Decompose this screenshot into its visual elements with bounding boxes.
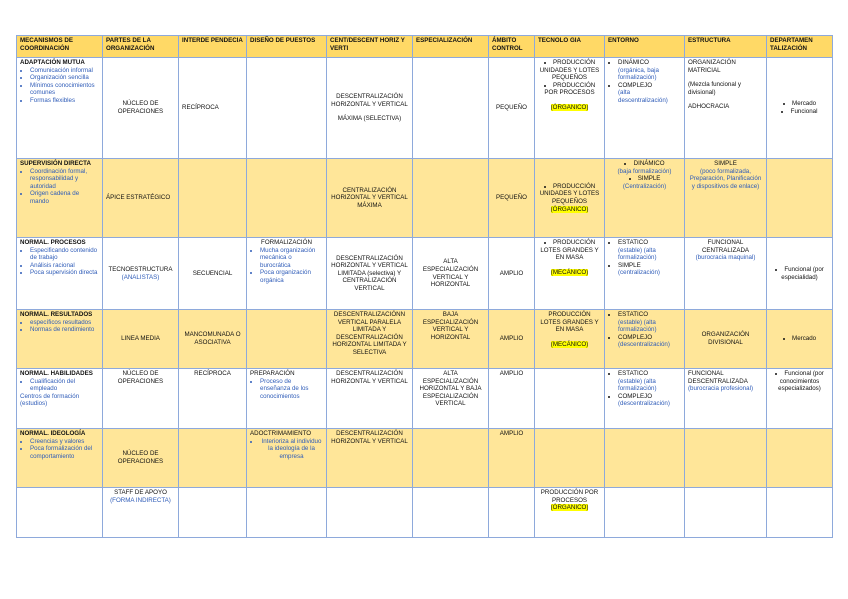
estructura-note: (burocracia maquinal) bbox=[695, 254, 756, 262]
entorno-value: ESTATICO bbox=[618, 370, 649, 377]
centralizacion-text: DESCENTRALIZACIÓN HORIZONTAL Y VERTICAL bbox=[331, 430, 408, 445]
interdependencia-text: RECÍPROCA bbox=[182, 104, 219, 112]
table-row bbox=[17, 238, 833, 310]
list-item: • Análisis racional bbox=[30, 262, 99, 270]
entorno-note: (Centralización) bbox=[622, 182, 667, 190]
tecnologia-tag: (MECÁNICO) bbox=[550, 268, 589, 276]
partes-note: (FORMA INDIRECTA) bbox=[110, 496, 171, 504]
list-item: • Coordinación formal, responsabilidad y autoridad bbox=[30, 168, 99, 191]
interdependencia-text: MANCOMUNADA O ASOCIATIVA bbox=[184, 331, 241, 346]
tecnologia-tag: (ÓRGANICO) bbox=[550, 103, 589, 111]
estructura-cell bbox=[685, 310, 767, 369]
especializacion-text: ALTA ESPECIALIZACIÓN HORIZONTAL Y BAJA ESPECIALIZACIÓN VERTICAL bbox=[419, 370, 482, 408]
interdependencia-text: SECUENCIAL bbox=[192, 269, 233, 277]
interdependencia-cell bbox=[179, 238, 247, 310]
list-item: • Proceso de enseñanza de los conocimientos bbox=[260, 378, 323, 401]
mecanismo-note: Centros de formación (estudios) bbox=[20, 392, 80, 408]
tecnologia-tag: (MECÁNICO) bbox=[550, 340, 589, 348]
table-row bbox=[17, 310, 833, 369]
departamentalizacion-cell bbox=[767, 369, 833, 429]
departamentalizacion-cell bbox=[767, 488, 833, 538]
list-item: • PRODUCCIÓN LOTES GRANDES Y EN MASA bbox=[538, 239, 601, 262]
entorno-note: (orgánica, baja formalización) bbox=[618, 66, 659, 82]
centralizacion-note: MÁXIMA (SELECTIVA) bbox=[337, 115, 402, 123]
mecanismo-title: NORMAL. HABILIDADES bbox=[20, 370, 93, 377]
partes-text: LINEA MEDIA bbox=[121, 335, 160, 343]
mecanismo-cell bbox=[17, 369, 103, 429]
entorno-value: DINÁMICO bbox=[618, 59, 649, 66]
estructura-text: ORGANIZACIÓN MATRICIAL bbox=[688, 59, 736, 74]
diseno-cell bbox=[247, 238, 327, 310]
estructura-note: (burocracia profesional) bbox=[688, 385, 753, 393]
entorno-note: (centralización) bbox=[618, 269, 660, 277]
partes-text: ÁPICE ESTRATÉGICO bbox=[106, 194, 171, 202]
list-item: • Comunicación informal bbox=[30, 67, 99, 75]
centralizacion-text: DESCENTRALIZACIÓNN VERTICAL PARALELA LIMITADA Y DESCENTRALIZACIÓN HORIZONTAL LIMITADA Y SELECTIVA bbox=[332, 311, 407, 356]
partes-text: NÚCLEO DE OPERACIONES bbox=[117, 450, 164, 465]
mecanismo-title: SUPERVISIÓN DIRECTA bbox=[20, 160, 91, 167]
list-item: • Normas de rendimiento bbox=[30, 326, 99, 334]
entorno-note: (baja formalización) bbox=[617, 167, 672, 175]
list-item: • Poca organización orgánica bbox=[260, 269, 323, 284]
partes-cell bbox=[103, 58, 179, 159]
departamentalizacion-cell bbox=[767, 238, 833, 310]
list-item: • específicos resultados bbox=[30, 319, 99, 327]
list-item: • Especificando contenido de trabajo bbox=[30, 247, 99, 262]
diseno-title: PREPARACIÓN bbox=[250, 370, 295, 377]
entorno-value: COMPLEJO bbox=[618, 81, 653, 89]
entorno-cell bbox=[605, 429, 685, 488]
list-item: • Mercado bbox=[770, 335, 829, 343]
partes-cell bbox=[103, 429, 179, 488]
centralizacion-cell bbox=[327, 58, 413, 159]
especializacion-cell bbox=[413, 238, 489, 310]
centralizacion-cell bbox=[327, 310, 413, 369]
interdependencia-cell bbox=[179, 488, 247, 538]
estructura-note: (poco formalizada, Preparación, Planificación y dispositivos de enlace) bbox=[689, 167, 762, 190]
ambito-cell bbox=[489, 310, 535, 369]
estructura-cell bbox=[685, 58, 767, 159]
entorno-cell bbox=[605, 58, 685, 159]
list-item: • PRODUCCIÓN UNIDADES Y LOTES PEQUEÑOS bbox=[538, 59, 601, 82]
entorno-note: (descentralización) bbox=[618, 341, 670, 349]
entorno-value: COMPLEJO bbox=[618, 392, 653, 400]
estructura-cell bbox=[685, 429, 767, 488]
tecnologia-cell bbox=[535, 429, 605, 488]
list-item: • Mucha organización mecánica o burocrática bbox=[260, 247, 323, 270]
ambito-text: AMPLIO bbox=[499, 370, 524, 377]
especializacion-cell bbox=[413, 488, 489, 538]
centralizacion-cell bbox=[327, 369, 413, 429]
partes-text: NÚCLEO DE OPERACIONES bbox=[117, 100, 164, 115]
header-row bbox=[17, 36, 833, 58]
header-ambito: ÁMBITO CONTROL bbox=[489, 36, 535, 58]
list-item: • Creencias y valores bbox=[30, 438, 99, 446]
entorno-value: ESTATICO bbox=[618, 311, 649, 318]
diseno-title: ADOCTRIMAMIENTO bbox=[250, 430, 312, 437]
partes-text: NÚCLEO DE OPERACIONES bbox=[117, 370, 164, 385]
centralizacion-cell bbox=[327, 159, 413, 238]
entorno-cell bbox=[605, 159, 685, 238]
estructura-text: FUNCIONAL CENTRALIZADA bbox=[701, 239, 750, 254]
mecanismo-cell bbox=[17, 159, 103, 238]
especializacion-cell bbox=[413, 369, 489, 429]
tecnologia-cell bbox=[535, 488, 605, 538]
list-item: • Origen cadena de mando bbox=[30, 190, 99, 205]
header-tecnologia: TECNOLO GIA bbox=[535, 36, 605, 58]
list-item: • Interioriza al individuo la ideología de la empresa bbox=[260, 438, 323, 461]
ambito-text: AMPLIO bbox=[499, 269, 524, 277]
table-row bbox=[17, 159, 833, 238]
estructura-cell bbox=[685, 238, 767, 310]
departamentalizacion-cell bbox=[767, 310, 833, 369]
list-item: • Funcional bbox=[770, 108, 829, 116]
mecanismo-title: NORMAL. RESULTADOS bbox=[20, 311, 93, 318]
especializacion-cell bbox=[413, 159, 489, 238]
especializacion-cell bbox=[413, 58, 489, 159]
estructura-text: FUNCIONAL DESCENTRALIZADA bbox=[688, 370, 748, 385]
table-row bbox=[17, 429, 833, 488]
estructura-cell bbox=[685, 488, 767, 538]
header-departamentalizacion: DEPARTAMEN TALIZACIÓN bbox=[767, 36, 833, 58]
list-item: • Cualificación del empleado bbox=[30, 378, 99, 393]
centralizacion-cell bbox=[327, 238, 413, 310]
mecanismo-cell bbox=[17, 310, 103, 369]
centralizacion-text: DESCENTRALIZACIÓN HORIZONTAL Y VERTICAL bbox=[331, 93, 408, 108]
list-item: • Mínimos conocimientos comunes bbox=[30, 82, 99, 97]
interdependencia-cell bbox=[179, 159, 247, 238]
entorno-value: ESTATICO bbox=[618, 239, 649, 246]
tecnologia-cell bbox=[535, 238, 605, 310]
entorno-cell bbox=[605, 369, 685, 429]
departamentalizacion-cell bbox=[767, 429, 833, 488]
mecanismo-title: NORMAL. IDEOLOGÍA bbox=[20, 430, 86, 437]
ambito-cell bbox=[489, 488, 535, 538]
interdependencia-text: RECÍPROCA bbox=[194, 370, 231, 377]
interdependencia-cell bbox=[179, 369, 247, 429]
ambito-text: PEQUEÑO bbox=[496, 194, 527, 202]
header-entorno: ENTORNO bbox=[605, 36, 685, 58]
diseno-cell bbox=[247, 58, 327, 159]
departamentalizacion-cell bbox=[767, 58, 833, 159]
centralizacion-text: DESCENTRALIZACIÓN HORIZONTAL Y VERTICAL bbox=[331, 370, 408, 385]
mecanismo-title: ADAPTACIÓN MUTUA bbox=[20, 59, 85, 66]
list-item: • Poca supervisión directa bbox=[30, 269, 99, 277]
list-item: • PRODUCCIÓN POR PROCESOS bbox=[538, 82, 601, 97]
partes-note: (ANALISTAS) bbox=[121, 273, 160, 281]
entorno-cell bbox=[605, 310, 685, 369]
mecanismo-cell bbox=[17, 488, 103, 538]
entorno-value: COMPLEJO bbox=[618, 333, 653, 341]
mecanismo-cell bbox=[17, 58, 103, 159]
mecanismo-cell bbox=[17, 429, 103, 488]
tecnologia-cell bbox=[535, 58, 605, 159]
list-item: • Poca formalización del comportamiento bbox=[30, 445, 99, 460]
entorno-note: (descentralización) bbox=[618, 400, 670, 408]
centralizacion-text: DESCENTRALIZACIÓN HORIZONTAL Y VERTICAL LIMITADA (selectiva) Y CENTRALIZACIÓN VERTICAL bbox=[331, 254, 408, 292]
ambito-cell bbox=[489, 238, 535, 310]
table-row bbox=[17, 58, 833, 159]
ambito-text: AMPLIO bbox=[499, 430, 524, 437]
entorno-value: DINÁMICO bbox=[633, 160, 665, 167]
estructura-cell bbox=[685, 159, 767, 238]
interdependencia-cell bbox=[179, 310, 247, 369]
entorno-value: SIMPLE bbox=[618, 261, 641, 269]
interdependencia-cell bbox=[179, 58, 247, 159]
especializacion-cell bbox=[413, 310, 489, 369]
partes-text: TECNOESTRUCTURA bbox=[108, 265, 173, 273]
list-item: • Organización sencilla bbox=[30, 74, 99, 82]
tecnologia-tag: (ÓRGANICO) bbox=[550, 504, 589, 512]
mecanismo-title: NORMAL. PROCESOS bbox=[20, 239, 86, 246]
especializacion-text: ALTA ESPECIALIZACIÓN VERTICAL Y HORIZONTAL bbox=[422, 258, 479, 289]
mecanismo-cell bbox=[17, 238, 103, 310]
centralizacion-cell bbox=[327, 488, 413, 538]
entorno-value: SIMPLE bbox=[637, 175, 661, 183]
estructura-note: (Mezcla funcional y divisional) bbox=[688, 81, 741, 96]
partes-cell bbox=[103, 238, 179, 310]
header-partes: PARTES DE LA ORGANIZACIÓN bbox=[103, 36, 179, 58]
header-interdependencia: INTERDE PENDECIA bbox=[179, 36, 247, 58]
diseno-cell bbox=[247, 310, 327, 369]
coordination-table bbox=[16, 35, 833, 538]
departamentalizacion-cell bbox=[767, 159, 833, 238]
entorno-note: (estable) (alta formalización) bbox=[618, 318, 657, 334]
partes-cell bbox=[103, 369, 179, 429]
diseno-title: FORMALIZACIÓN bbox=[261, 239, 312, 246]
header-centralizacion: CENT/DESCENT HORIZ Y VERTI bbox=[327, 36, 413, 58]
ambito-cell bbox=[489, 58, 535, 159]
especializacion-text: BAJA ESPECIALIZACIÓN VERTICAL Y HORIZONTAL bbox=[422, 311, 479, 341]
especializacion-cell bbox=[413, 429, 489, 488]
ambito-cell bbox=[489, 159, 535, 238]
centralizacion-cell bbox=[327, 429, 413, 488]
table-row bbox=[17, 488, 833, 538]
tecnologia-cell bbox=[535, 310, 605, 369]
centralizacion-text: CENTRALIZACIÓN HORIZONTAL Y VERTICAL MÁXIMA bbox=[331, 186, 408, 209]
tecnologia-text: PRODUCCIÓN POR PROCESOS bbox=[540, 489, 599, 504]
diseno-cell bbox=[247, 488, 327, 538]
header-mecanismos: MECANISMOS DE COORDINACIÓN bbox=[17, 36, 103, 58]
entorno-note: (alta descentralización) bbox=[618, 89, 668, 104]
estructura-text: ADHOCRACIA bbox=[688, 103, 730, 111]
list-item: • PRODUCCIÓN UNIDADES Y LOTES PEQUEÑOS bbox=[538, 183, 601, 206]
diseno-cell bbox=[247, 369, 327, 429]
list-item: • Mercado bbox=[770, 100, 829, 108]
ambito-cell bbox=[489, 369, 535, 429]
partes-cell bbox=[103, 159, 179, 238]
ambito-text: AMPLIO bbox=[499, 335, 524, 343]
diseno-cell bbox=[247, 159, 327, 238]
header-especializacion: ESPECIALIZACIÓN bbox=[413, 36, 489, 58]
list-item: • Funcional (por conocimientos especializados) bbox=[770, 370, 829, 393]
tecnologia-text: PRODUCCIÓN LOTES GRANDES Y EN MASA bbox=[540, 311, 599, 334]
list-item: • Funcional (por especialidad) bbox=[770, 266, 829, 281]
header-estructura: ESTRUCTURA bbox=[685, 36, 767, 58]
diseno-cell bbox=[247, 429, 327, 488]
partes-cell bbox=[103, 488, 179, 538]
tecnologia-tag: (ÓRGANICO) bbox=[550, 205, 589, 213]
entorno-cell bbox=[605, 238, 685, 310]
header-diseno: DISEÑO DE PUESTOS bbox=[247, 36, 327, 58]
table-row bbox=[17, 369, 833, 429]
ambito-cell bbox=[489, 429, 535, 488]
ambito-text: PEQUEÑO bbox=[496, 104, 527, 112]
tecnologia-cell bbox=[535, 369, 605, 429]
partes-cell bbox=[103, 310, 179, 369]
entorno-note: (estable) (alta formalización) bbox=[618, 246, 657, 262]
interdependencia-cell bbox=[179, 429, 247, 488]
estructura-cell bbox=[685, 369, 767, 429]
tecnologia-cell bbox=[535, 159, 605, 238]
list-item: • Formas flexibles bbox=[30, 97, 99, 105]
entorno-note: (estable) (alta formalización) bbox=[618, 377, 657, 393]
estructura-text: SIMPLE bbox=[714, 160, 737, 167]
partes-text: STAFF DE APOYO bbox=[114, 489, 167, 496]
entorno-cell bbox=[605, 488, 685, 538]
estructura-text: ORGANIZACIÓN DIVISIONAL bbox=[701, 331, 750, 346]
